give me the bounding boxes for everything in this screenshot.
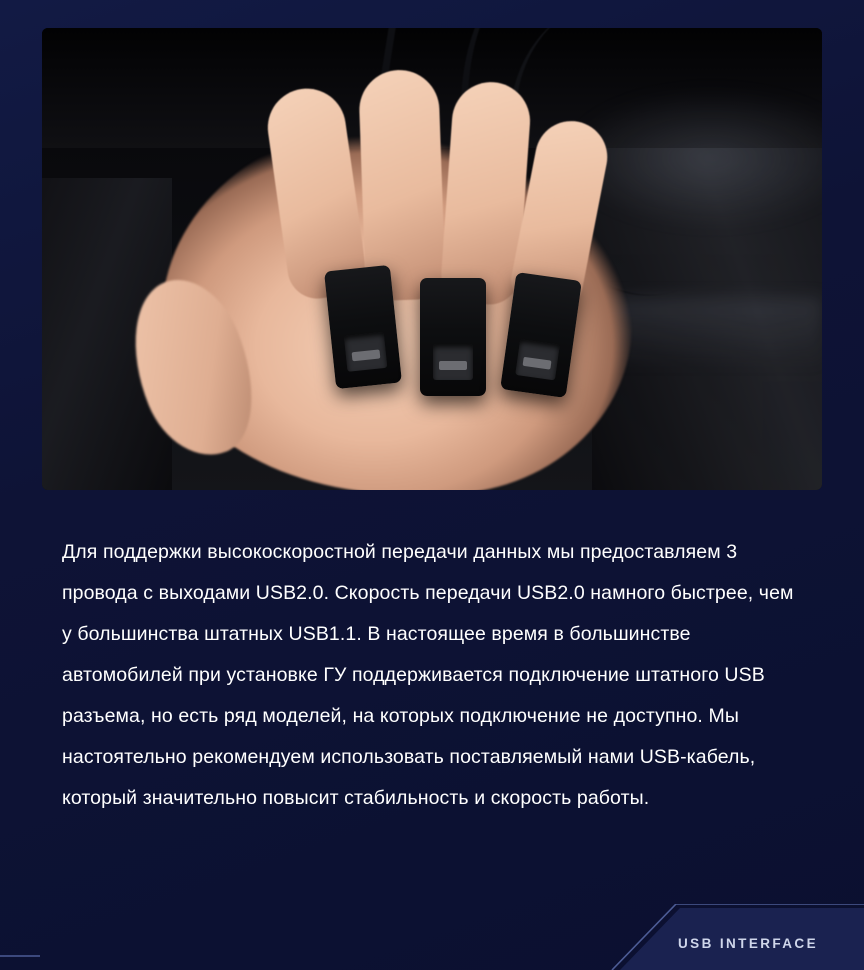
- page-footer: [0, 904, 864, 970]
- usb-connector-photo: [42, 28, 822, 490]
- photo-background: [42, 28, 822, 490]
- usb-connector-1: [324, 265, 402, 389]
- usb-connector-2: [420, 278, 486, 396]
- footer-label: USB INTERFACE: [678, 936, 818, 951]
- description-paragraph: Для поддержки высокоскоростной передачи данных мы предоставляем 3 провода с выходами USB2.0. Скорость передачи USB2.0 намного быстрее, чем у большинства штатных USB1.1. В настоящее время в большинстве автомобилей при установке ГУ поддерживается подключение штатного USB разъема, но есть ряд моделей, на которых подключение не доступно. Мы настоятельно рекомендуем использовать поставляемый нами USB-кабель, который значительно повысит стабильность и скорость работы.: [62, 541, 794, 809]
